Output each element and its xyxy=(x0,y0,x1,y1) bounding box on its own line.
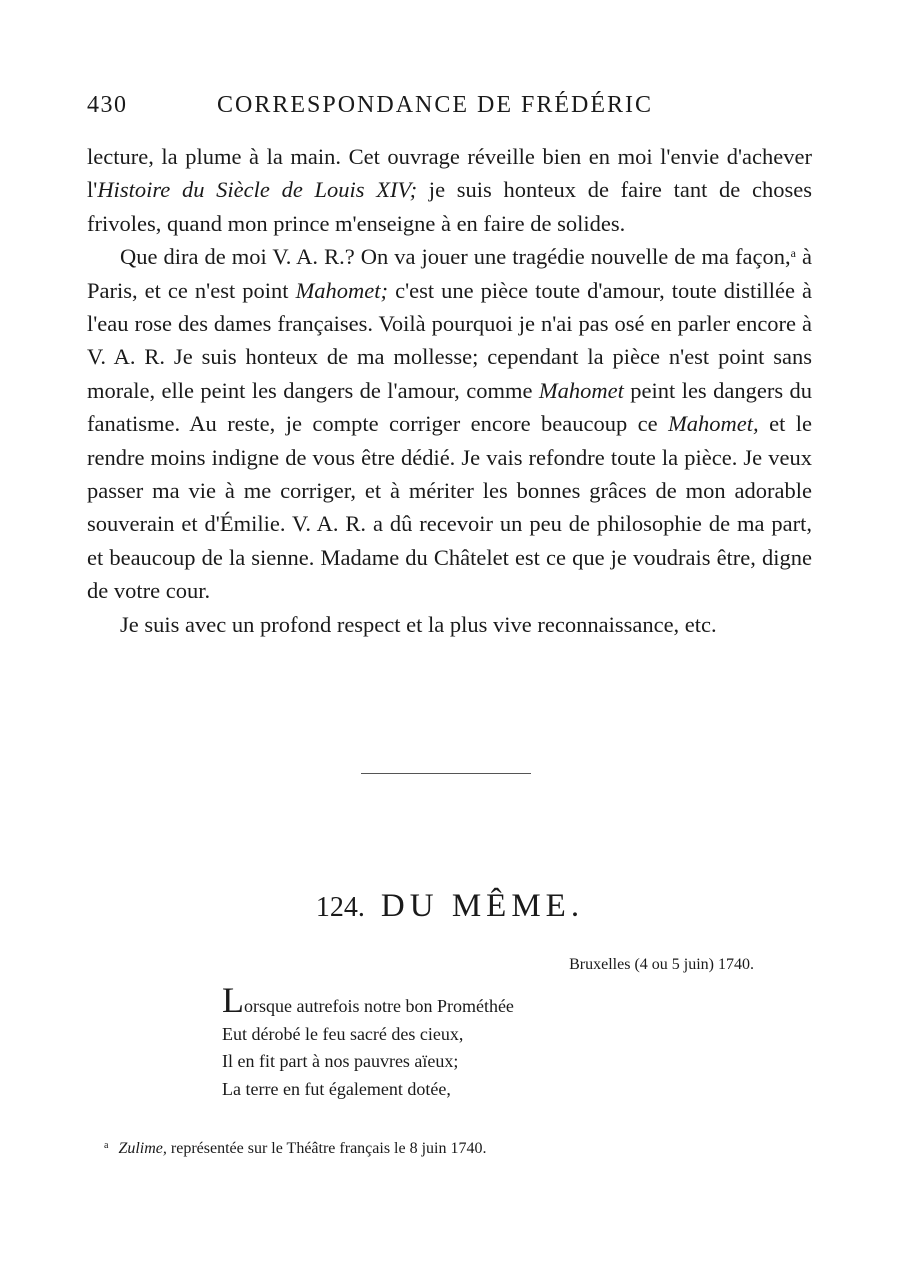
verse-line-2: Eut dérobé le feu sacré des cieux, xyxy=(222,1023,464,1044)
body-text xyxy=(87,140,812,641)
footnote-title: Zulime, xyxy=(118,1140,167,1157)
dateline: Bruxelles (4 ou 5 juin) 1740. xyxy=(569,956,754,973)
page-number: 430 xyxy=(87,92,128,118)
running-head: CORRESPONDANCE DE FRÉDÉRIC xyxy=(217,92,654,118)
verse-line-3: Il en fit part à nos pauvres aïeux; xyxy=(222,1051,459,1071)
verse-line-4: La terre en fut également dotée, xyxy=(222,1078,451,1099)
verse-line-1: Lorsque autrefois notre bon Prométhée xyxy=(222,980,514,1020)
footnote-text: représentée sur le Théâtre français le 8 juin 1740. xyxy=(166,1140,487,1157)
drop-cap: L xyxy=(222,980,244,1020)
section-divider xyxy=(361,773,531,774)
letter-title: DU MÊME. xyxy=(380,888,585,924)
paragraph-3: Je suis avec un profond respect et la plus vive reconnaissance, etc. xyxy=(120,611,717,637)
paragraph-2: Que dira de moi V. A. R.? On va jouer une tragédie nouvelle de ma façon,$^a$ à Paris, et ce n'est point Mahomet; c'est une pièce toute d'amour, toute distillée à l'eau rose des dames françaises. Voilà pourquoi je n'ai pas osé en parler encore à V. A. R. Je suis honteux de ma mollesse; cependant la pièce n'est point sans morale, elle peint les dangers de l'amour, comme Mahomet peint les dangers du fanatisme. Au reste, je compte corriger encore beaucoup ce Mahomet, et le rendre moins indigne de vous être dédié. Je vais refondre toute la pièce. Je veux passer ma vie à me corriger, et à mériter les bonnes grâces de mon adorable souverain et d'Émilie. V. A. R. a dû recevoir un peu de philosophie de ma part, et beaucoup de la sienne. Madame du Châtelet est ce que je voudrais être, digne de votre cour. xyxy=(87,244,812,604)
verse xyxy=(222,980,622,1103)
footnote xyxy=(104,1140,804,1158)
footnote-reference: a xyxy=(790,246,796,261)
paragraph-1: lecture, la plume à la main. Cet ouvrage réveille bien en moi l'envie d'achever l'Histoire du Siècle de Louis XIV; je suis honteux de faire tant de choses frivoles, quand mon prince m'enseigne à en faire de solides. xyxy=(87,144,812,236)
letter-heading xyxy=(0,888,900,925)
letter-number: 124. xyxy=(315,892,365,923)
footnote-mark: a xyxy=(104,1140,109,1151)
